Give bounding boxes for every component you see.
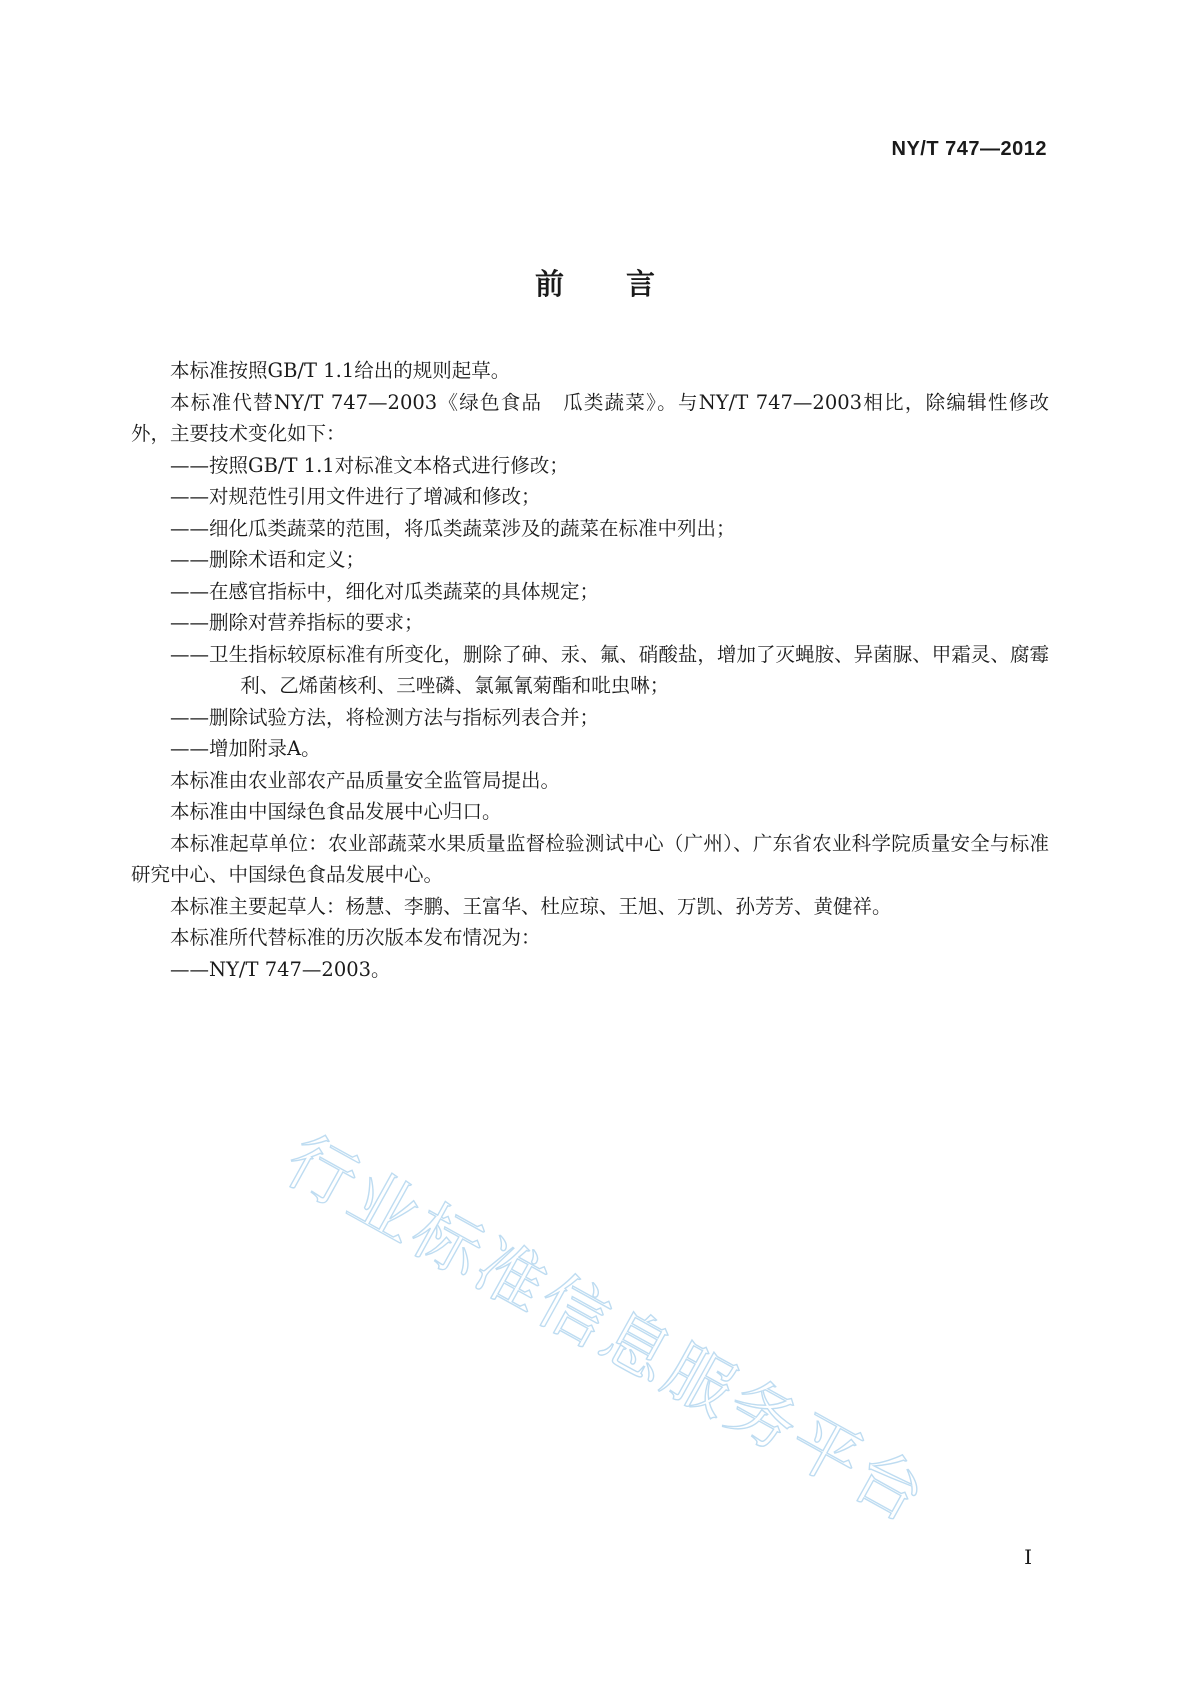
paragraph: 本标准由中国绿色食品发展中心归口。 xyxy=(170,800,502,823)
watermark: 行业标准信息服务平台 xyxy=(272,1121,941,1540)
standard-number: NY/T 747—2012 xyxy=(891,138,1047,160)
page-number: I xyxy=(1024,1545,1032,1569)
change-item: ——细化瓜类蔬菜的范围，将瓜类蔬菜涉及的蔬菜在标准中列出； xyxy=(170,516,736,540)
history-item: ——NY/T 747—2003。 xyxy=(170,957,391,981)
change-item: ——对规范性引用文件进行了增减和修改； xyxy=(170,485,541,508)
paragraph: 本标准所代替标准的历次版本发布情况为： xyxy=(170,926,541,949)
document-body xyxy=(131,355,1049,985)
change-item: ——按照GB/T 1.1对标准文本格式进行修改； xyxy=(170,453,569,477)
change-item: ——删除试验方法，将检测方法与指标列表合并； xyxy=(170,705,600,729)
paragraph: 本标准代替NY/T 747—2003《绿色食品 瓜类蔬菜》。与NY/T 747—2003相比，除编辑性修改外，主要技术变化如下： xyxy=(131,390,1049,445)
paragraph: 本标准起草单位：农业部蔬菜水果质量监督检验测试中心（广州）、广东省农业科学院质量安全与标准研究中心、中国绿色食品发展中心。 xyxy=(131,831,1049,886)
change-item: ——删除对营养指标的要求； xyxy=(170,611,424,634)
change-item: ——删除术语和定义； xyxy=(170,548,366,571)
paragraph: 本标准按照GB/T 1.1给出的规则起草。 xyxy=(170,359,511,382)
paragraph: 本标准主要起草人：杨慧、李鹏、王富华、杜应琼、王旭、万凯、孙芳芳、黄健祥。 xyxy=(170,894,892,918)
change-item: ——增加附录A。 xyxy=(170,737,321,760)
change-item: ——在感官指标中，细化对瓜类蔬菜的具体规定； xyxy=(170,579,600,603)
page-title: 前言 xyxy=(534,267,717,301)
paragraph: 本标准由农业部农产品质量安全监管局提出。 xyxy=(170,768,561,792)
change-item: ——卫生指标较原标准有所变化，删除了砷、汞、氟、硝酸盐，增加了灭蝇胺、异菌脲、甲霜灵、腐霉利、乙烯菌核利、三唑磷、氯氟氰菊酯和吡虫啉； xyxy=(170,642,1049,697)
